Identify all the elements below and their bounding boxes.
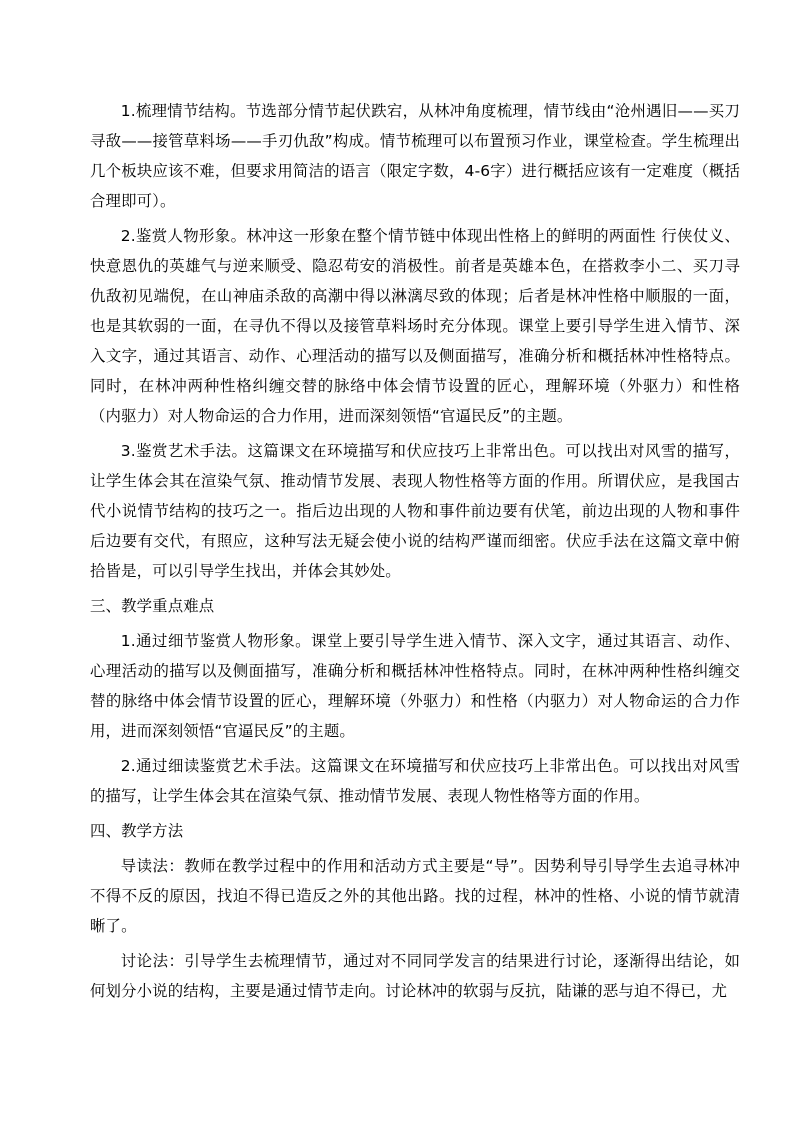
paragraph-plot-structure: 1.梳理情节结构。节选部分情节起伏跌宕，从林冲角度梳理，情节线由“沧州遇旧——买刀寻敌——接管草料场——手刃仇敌”构成。情节梳理可以布置预习作业，课堂检查。学生梳理出几个板块应该不难，但要求用简洁的语言（限定字数，4-6字）进行概括应该有一定难度（概括合理即可）。 — [90, 102, 740, 210]
paragraph-key-point-1: 1.通过细节鉴赏人物形象。课堂上要引导学生进入情节、深入文字，通过其语言、动作、心理活动的描写以及侧面描写，准确分析和概括林冲性格特点。同时，在林冲两种性格纠缠交替的脉络中体会情节设置的匠心，理解环境（外驱力）和性格（内驱力）对人物命运的合力作用，进而深刻领悟“官逼民反”的主题。 — [90, 632, 740, 740]
document-page — [90, 96, 740, 1006]
paragraph-discussion-method: 讨论法：引导学生去梳理情节，通过对不同同学发言的结果进行讨论，逐渐得出结论，如何划分小说的结构，主要是通过情节走向。讨论林冲的软弱与反抗，陆谦的恶与迫不得已，尤 — [90, 952, 740, 1000]
paragraph-character-image: 2.鉴赏人物形象。林冲这一形象在整个情节链中体现出性格上的鲜明的两面性 行侠仗义、快意恩仇的英雄气与逆来顺受、隐忍苟安的消极性。前者是英雄本色，在搭救李小二、买刀寻仇敌初见端倪，在山神庙杀敌的高潮中得以淋漓尽致的体现；后者是林冲性格中顺服的一面，也是其软弱的一面，在寻仇不得以及接管草料场时充分体现。课堂上要引导学生进入情节、深入文字，通过其语言、动作、心理活动的描写以及侧面描写，准确分析和概括林冲性格特点。同时，在林冲两种性格纠缠交替的脉络中体会情节设置的匠心，理解环境（外驱力）和性格（内驱力）对人物命运的合力作用，进而深刻领悟“官逼民反”的主题。 — [90, 227, 740, 425]
paragraph-guided-reading-method: 导读法：教师在教学过程中的作用和活动方式主要是“导”。因势利导引导学生去追寻林冲不得不反的原因，找迫不得已造反之外的其他出路。找的过程，林冲的性格、小说的情节就清晰了。 — [90, 857, 740, 935]
section-heading-key-points: 三、教学重点难点 — [90, 597, 215, 615]
paragraph-artistic-techniques: 3.鉴赏艺术手法。这篇课文在环境描写和伏应技巧上非常出色。可以找出对风雪的描写，让学生体会其在渲染气氛、推动情节发展、表现人物性格等方面的作用。所谓伏应，是我国古代小说情节结构的技巧之一。指后边出现的人物和事件前边要有伏笔，前边出现的人物和事件后边要有交代，有照应，这种写法无疑会使小说的结构严谨而细密。伏应手法在这篇文章中俯拾皆是，可以引导学生找出，并体会其妙处。 — [90, 442, 740, 580]
paragraph-key-point-2: 2.通过细读鉴赏艺术手法。这篇课文在环境描写和伏应技巧上非常出色。可以找出对风雪的描写，让学生体会其在渲染气氛、推动情节发展、表现人物性格等方面的作用。 — [90, 757, 740, 805]
section-heading-teaching-methods: 四、教学方法 — [90, 822, 184, 840]
